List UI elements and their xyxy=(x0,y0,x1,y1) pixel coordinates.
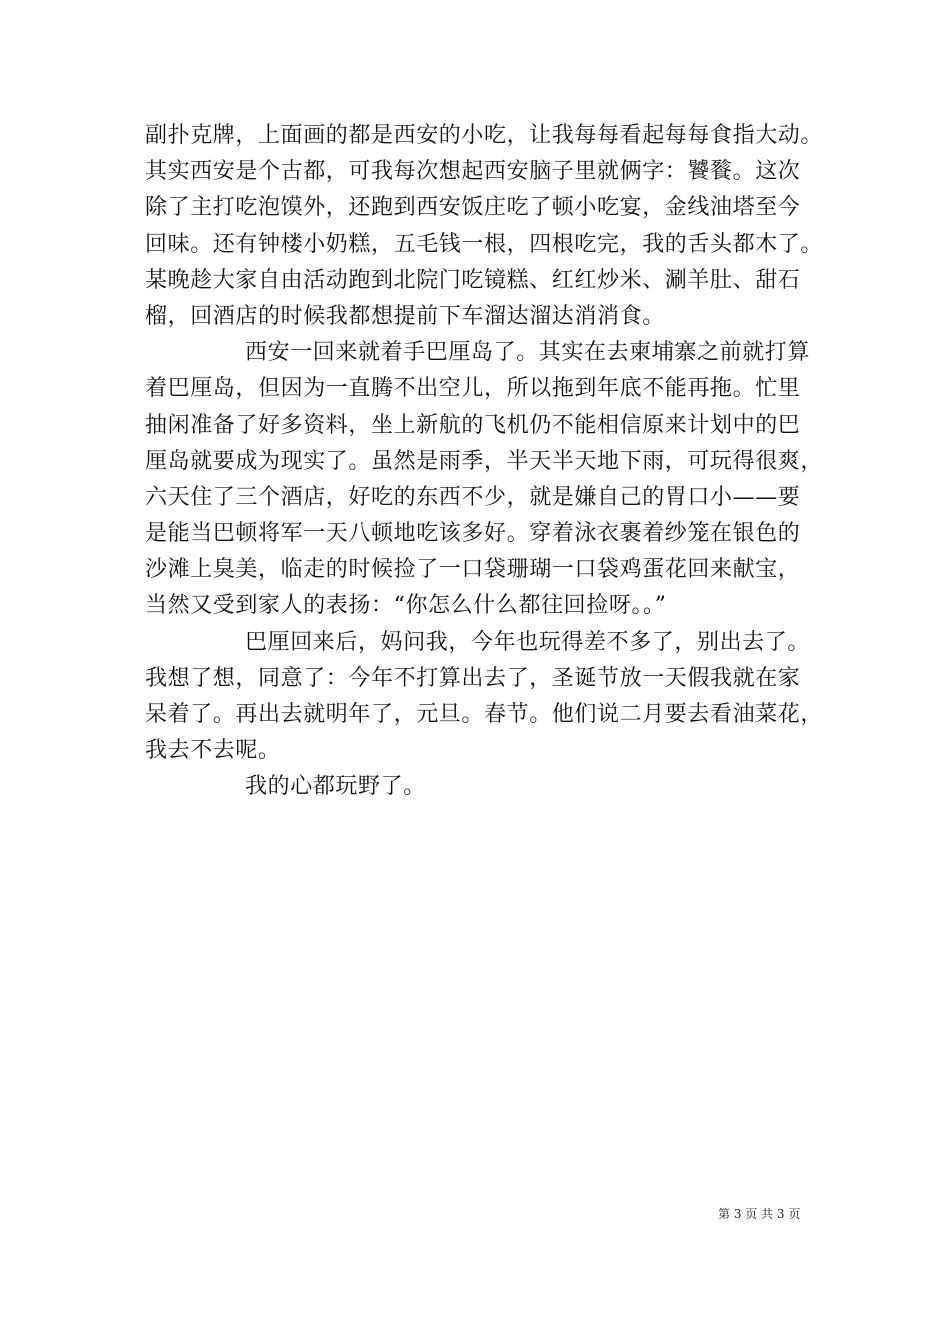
text-line: 榴，回酒店的时候我都想提前下车溜达溜达消消食。 xyxy=(145,303,665,329)
paragraph xyxy=(145,769,845,805)
text-line: 西安一回来就着手巴厘岛了。其实在去柬埔寨之前就打算 xyxy=(245,340,811,366)
text-line: 是能当巴顿将军一天八顿地吃该多好。穿着泳衣裹着纱笼在银色的 xyxy=(145,521,801,547)
text-line: 我去不去呢。 xyxy=(145,738,281,764)
text-line: 副扑克牌，上面画的都是西安的小吃，让我每每看起每每食指大动。 xyxy=(145,123,824,148)
text-line: 除了主打吃泡馍外，还跑到西安饭庄吃了顿小吃宴，金线油塔至今 xyxy=(145,195,801,221)
page-number-footer: 第 3 页 共 3 页 xyxy=(718,1207,801,1221)
text-line: 回味。还有钟楼小奶糕，五毛钱一根，四根吃完，我的舌头都木了。 xyxy=(145,231,824,257)
paragraph xyxy=(145,335,845,625)
text-line: 其实西安是个古都，可我每次想起西安脑子里就俩字：饕餮。这次 xyxy=(145,159,801,185)
text-line: 呆着了。再出去就明年了，元旦。春节。他们说二月要去看油菜花， xyxy=(145,702,824,727)
text-line: 着巴厘岛，但因为一直腾不出空儿，所以拖到年底不能再拖。忙里 xyxy=(145,376,801,402)
text-line: 当然又受到家人的表扬：“你怎么什么都往回捡呀。。” xyxy=(145,593,667,619)
paragraph xyxy=(145,625,845,770)
text-line: 六天住了三个酒店，好吃的东西不少，就是嫌自己的胃口小——要 xyxy=(145,484,801,510)
text-line: 抽闲准备了好多资料，坐上新航的飞机仍不能相信原来计划中的巴 xyxy=(145,412,801,438)
text-line: 我想了想，同意了：今年不打算出去了，圣诞节放一天假我就在家 xyxy=(145,665,801,691)
text-line: 巴厘回来后，妈问我，今年也玩得差不多了，别出去了。 xyxy=(245,629,811,655)
paragraph xyxy=(145,118,845,335)
text-line: 某晚趁大家自由活动跑到北院门吃镜糕、红红炒米、涮羊肚、甜石 xyxy=(145,267,801,293)
text-line: 我的心都玩野了。 xyxy=(245,774,426,800)
text-line: 沙滩上臭美，临走的时候捡了一口袋珊瑚一口袋鸡蛋花回来献宝， xyxy=(145,557,801,583)
text-line: 厘岛就要成为现实了。虽然是雨季，半天半天地下雨，可玩得很爽， xyxy=(145,448,824,474)
document-body xyxy=(145,118,845,806)
